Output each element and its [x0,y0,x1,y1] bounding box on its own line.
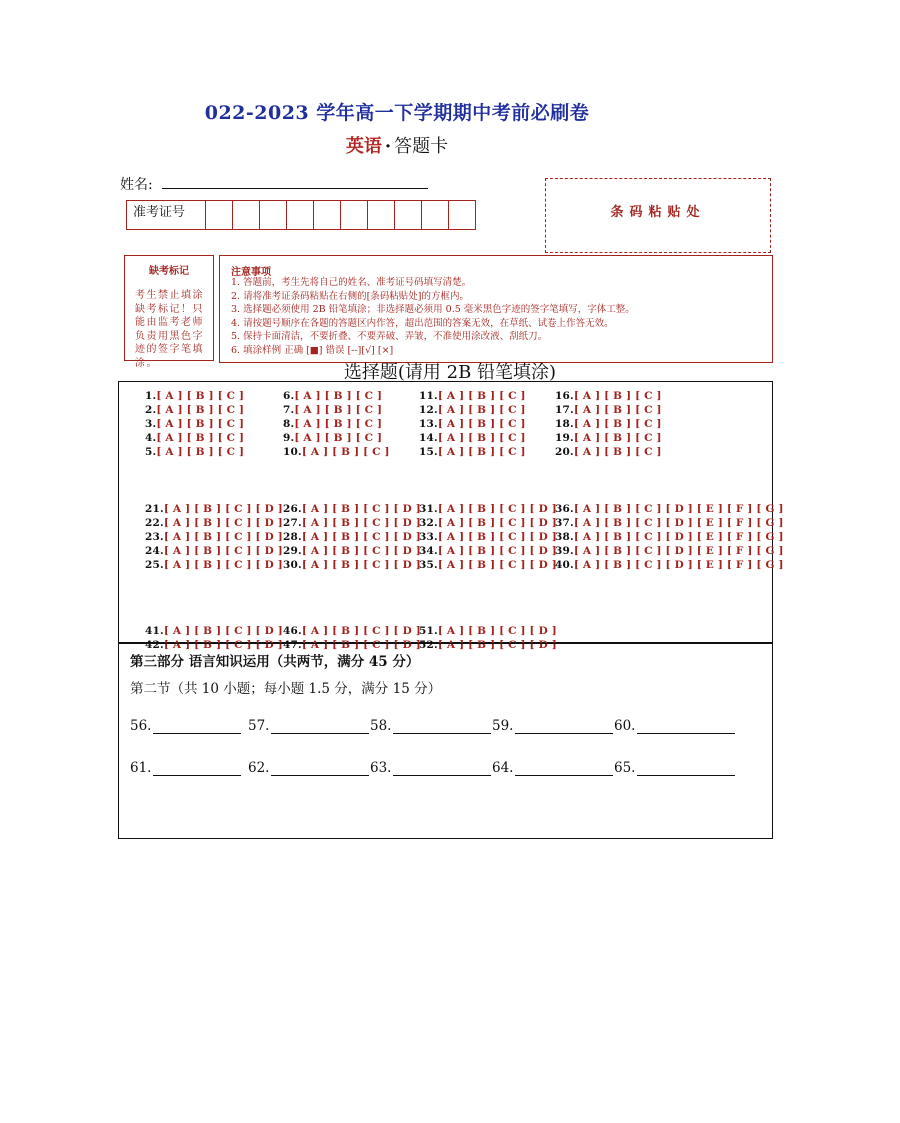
answer-options[interactable]: [ A ] [ B ] [ C ] [156,404,245,416]
answer-options[interactable]: [ A ] [ B ] [ C ] [294,404,383,416]
choice-question[interactable] [145,389,244,403]
exam-id-cell[interactable] [341,201,368,229]
choice-question[interactable] [145,502,283,516]
blank-line[interactable] [515,761,613,776]
question-number: 29. [283,545,302,557]
choice-question[interactable] [555,502,784,516]
question-number: 2. [145,404,157,416]
question-number: 18. [555,418,574,430]
choice-question[interactable] [555,558,784,572]
question-number: 39. [555,545,574,557]
question-number: 5. [145,446,157,458]
card-subtitle [0,132,794,158]
choice-question[interactable] [283,558,421,572]
answer-options[interactable]: [ A ] [ B ] [ C ] [ D ] [301,503,421,515]
question-number: 15. [419,446,438,458]
exam-id-cell[interactable] [206,201,233,229]
answer-blank[interactable] [370,718,491,734]
question-number: 11. [419,390,438,402]
choice-question[interactable] [419,544,557,558]
answer-options[interactable]: [ A ] [ B ] [ C ] [ D ] [437,559,557,571]
choice-question[interactable] [283,530,421,544]
choice-question[interactable] [419,389,526,403]
answer-options[interactable]: [ A ] [ B ] [ C ] [294,432,383,444]
choice-question[interactable] [419,624,557,638]
notice-title: 注意事项 [231,267,271,278]
choice-question[interactable] [145,624,283,638]
question-number: 6. [283,390,295,402]
answer-options[interactable]: [ A ] [ B ] [ C ] [ D ] [437,517,557,529]
choice-question[interactable] [283,516,421,530]
answer-options[interactable]: [ A ] [ B ] [ C ] [ D ] [301,531,421,543]
choice-question[interactable] [419,403,526,417]
answer-options[interactable]: [ A ] [ B ] [ C ] [437,446,526,458]
answer-blank[interactable] [614,718,735,734]
question-number: 9. [283,432,295,444]
question-number: 20. [555,446,574,458]
question-number: 1. [145,390,157,402]
answer-options[interactable]: [ A ] [ B ] [ C ] [573,432,662,444]
answer-options[interactable]: [ A ] [ B ] [ C ] [573,446,662,458]
choice-question[interactable] [283,389,382,403]
question-number: 16. [555,390,574,402]
answer-options[interactable]: [ A ] [ B ] [ C ] [ D ] [ E ] [ F ] [ G ] [573,531,784,543]
answer-options[interactable]: [ A ] [ B ] [ C ] [ D ] [163,639,283,651]
blank-number: 65. [614,760,636,776]
part3-subtitle: 第二节（共 10 小题；每小题 1.5 分，满分 15 分） [130,681,442,697]
choice-question[interactable] [145,516,283,530]
question-number: 19. [555,432,574,444]
answer-options[interactable]: [ A ] [ B ] [ C ] [ D ] [437,639,557,651]
answer-options[interactable]: [ A ] [ B ] [ C ] [ D ] [ E ] [ F ] [ G ] [573,517,784,529]
choice-question[interactable] [419,417,526,431]
question-number: 46. [283,625,302,637]
question-number: 37. [555,517,574,529]
exam-id-cell[interactable] [422,201,449,229]
subject-label: 英语 [345,136,382,157]
answer-blank[interactable] [248,718,369,734]
answer-blank[interactable] [130,760,241,776]
question-number: 22. [145,517,164,529]
answer-blank[interactable] [492,760,613,776]
choice-section-box [118,381,784,651]
part3-title: 第三部分 语言知识运用（共两节，满分 45 分） [130,654,420,670]
card-type-label: 答题卡 [394,136,449,157]
choice-question[interactable] [145,558,283,572]
answer-options[interactable]: [ A ] [ B ] [ C ] [ D ] [301,545,421,557]
answer-options[interactable]: [ A ] [ B ] [ C ] [437,390,526,402]
choice-question[interactable] [419,516,557,530]
blank-number: 60. [614,718,636,734]
blank-line[interactable] [393,761,491,776]
question-number: 25. [145,559,164,571]
exam-id-cell[interactable] [260,201,287,229]
exam-id-cell[interactable] [449,201,475,229]
barcode-area [545,178,771,253]
name-label: 姓名: [120,177,153,193]
answer-options[interactable]: [ A ] [ B ] [ C ] [294,418,383,430]
subtitle-separator: · [384,136,392,157]
question-number: 30. [283,559,302,571]
blank-line[interactable] [637,761,735,776]
answer-options[interactable]: [ A ] [ B ] [ C ] [573,418,662,430]
blank-number: 62. [248,760,270,776]
question-number: 40. [555,559,574,571]
barcode-label: 条码粘贴处 [610,205,706,220]
question-number: 52. [419,639,438,651]
answer-options[interactable]: [ A ] [ B ] [ C ] [ D ] [301,517,421,529]
answer-options[interactable]: [ A ] [ B ] [ C ] [ D ] [437,503,557,515]
choice-question[interactable] [555,431,662,445]
answer-options[interactable]: [ A ] [ B ] [ C ] [156,446,245,458]
blank-number: 63. [370,760,392,776]
question-number: 24. [145,545,164,557]
answer-options[interactable]: [ A ] [ B ] [ C ] [ D ] [163,503,283,515]
answer-options[interactable]: [ A ] [ B ] [ C ] [294,390,383,402]
answer-options[interactable]: [ A ] [ B ] [ C ] [ D ] [ E ] [ F ] [ G ] [573,545,784,557]
blank-number: 59. [492,718,514,734]
notice-item: 5. 保持卡面清洁，不要折叠、不要弄破、弄皱，不准使用涂改液、刮纸刀。 [231,331,548,343]
blank-line[interactable] [153,761,241,776]
answer-options[interactable]: [ A ] [ B ] [ C ] [ D ] [301,639,421,651]
choice-section-title: 选择题(请用 2B 铅笔填涂) [343,362,557,383]
question-number: 41. [145,625,164,637]
choice-question[interactable] [145,417,244,431]
answer-options[interactable]: [ A ] [ B ] [ C ] [301,446,390,458]
choice-question[interactable] [283,624,421,638]
choice-question[interactable] [283,403,382,417]
answer-options[interactable]: [ A ] [ B ] [ C ] [ D ] [ E ] [ F ] [ G ] [573,503,784,515]
choice-question[interactable] [419,445,526,459]
blank-line[interactable] [515,719,613,734]
notice-item: 4. 请按题号顺序在各题的答题区内作答，超出范围的答案无效，在草纸、试卷上作答无效。 [231,317,614,329]
blank-line[interactable] [393,719,491,734]
choice-question[interactable] [145,544,283,558]
choice-question[interactable] [555,389,662,403]
question-number: 12. [419,404,438,416]
blank-number: 61. [130,760,152,776]
choice-question[interactable] [283,431,382,445]
blank-number: 64. [492,760,514,776]
part3-box [118,643,773,839]
answer-blank[interactable] [370,760,491,776]
blank-line[interactable] [271,719,369,734]
name-field[interactable] [162,188,428,189]
answer-options[interactable]: [ A ] [ B ] [ C ] [437,432,526,444]
question-number: 17. [555,404,574,416]
exam-id-label: 准考证号 [127,201,206,229]
question-number: 32. [419,517,438,529]
blank-number: 57. [248,718,270,734]
answer-options[interactable]: [ A ] [ B ] [ C ] [156,390,245,402]
answer-options[interactable]: [ A ] [ B ] [ C ] [ D ] [ E ] [ F ] [ G ] [573,559,784,571]
answer-options[interactable]: [ A ] [ B ] [ C ] [ D ] [437,531,557,543]
choice-question[interactable] [283,502,421,516]
question-number: 10. [283,446,302,458]
notice-item: 2. 请将准考证条码粘贴在右侧的[条码粘贴处]的方框内。 [231,290,469,302]
choice-question[interactable] [555,530,784,544]
notice-item: 6. 填涂样例 正确 [■] 错误 [--][√] [×] [231,344,394,356]
blank-line[interactable] [271,761,369,776]
choice-question[interactable] [283,544,421,558]
question-number: 36. [555,503,574,515]
answer-options[interactable]: [ A ] [ B ] [ C ] [156,418,245,430]
choice-question[interactable] [283,445,390,459]
notice-item: 3. 选择题必须使用 2B 铅笔填涂；非选择题必须用 0.5 毫米黑色字迹的签字笔填写，字体工整。 [231,304,635,316]
answer-options[interactable]: [ A ] [ B ] [ C ] [ D ] [437,545,557,557]
question-number: 27. [283,517,302,529]
question-number: 31. [419,503,438,515]
answer-options[interactable]: [ A ] [ B ] [ C ] [156,432,245,444]
page-title: 022-2023 学年高一下学期期中考前必刷卷 [204,102,590,124]
choice-question[interactable] [419,502,557,516]
question-number: 47. [283,639,302,651]
answer-options[interactable]: [ A ] [ B ] [ C ] [ D ] [163,517,283,529]
question-number: 23. [145,531,164,543]
exam-id-cell[interactable] [395,201,422,229]
choice-question[interactable] [419,431,526,445]
question-number: 3. [145,418,157,430]
absent-mark-title: 缺考标记 [149,266,189,277]
question-number: 13. [419,418,438,430]
exam-id-cell[interactable] [233,201,260,229]
answer-options[interactable]: [ A ] [ B ] [ C ] [ D ] [163,625,283,637]
choice-question[interactable] [419,530,557,544]
choice-question[interactable] [145,403,244,417]
answer-options[interactable]: [ A ] [ B ] [ C ] [ D ] [437,625,557,637]
blank-line[interactable] [153,719,241,734]
exam-id-cell[interactable] [314,201,341,229]
question-number: 33. [419,531,438,543]
answer-options[interactable]: [ A ] [ B ] [ C ] [573,390,662,402]
question-number: 21. [145,503,164,515]
absent-mark-text: 考生禁止填涂缺考标记！只能由监考老师负责用黑色字迹的签字笔填涂。 [135,290,204,369]
answer-blank[interactable] [130,718,241,734]
question-number: 8. [283,418,295,430]
answer-options[interactable]: [ A ] [ B ] [ C ] [573,404,662,416]
choice-question[interactable] [555,445,662,459]
choice-question[interactable] [145,530,283,544]
choice-question[interactable] [145,431,244,445]
answer-options[interactable]: [ A ] [ B ] [ C ] [ D ] [301,625,421,637]
answer-options[interactable]: [ A ] [ B ] [ C ] [ D ] [163,559,283,571]
question-number: 42. [145,639,164,651]
choice-question[interactable] [283,417,382,431]
choice-question[interactable] [419,558,557,572]
exam-id-cell[interactable] [287,201,314,229]
question-number: 28. [283,531,302,543]
answer-blank[interactable] [492,718,613,734]
question-number: 7. [283,404,295,416]
exam-id-cell[interactable] [368,201,395,229]
choice-question[interactable] [145,445,244,459]
absent-mark-box[interactable] [124,255,214,369]
question-number: 14. [419,432,438,444]
choice-question[interactable] [555,417,662,431]
question-number: 4. [145,432,157,444]
answer-options[interactable]: [ A ] [ B ] [ C ] [ D ] [301,559,421,571]
question-number: 51. [419,625,438,637]
answer-options[interactable]: [ A ] [ B ] [ C ] [ D ] [163,531,283,543]
blank-number: 58. [370,718,392,734]
choice-question[interactable] [555,544,784,558]
blank-number: 56. [130,718,152,734]
question-number: 34. [419,545,438,557]
notice-item: 1. 答题前，考生先将自己的姓名、准考证号码填写清楚。 [231,277,472,288]
answer-options[interactable]: [ A ] [ B ] [ C ] [ D ] [163,545,283,557]
choice-question[interactable] [555,403,662,417]
question-number: 35. [419,559,438,571]
choice-question[interactable] [555,516,784,530]
answer-blank[interactable] [248,760,369,776]
answer-blank[interactable] [614,760,735,776]
answer-options[interactable]: [ A ] [ B ] [ C ] [437,404,526,416]
question-number: 26. [283,503,302,515]
question-number: 38. [555,531,574,543]
answer-options[interactable]: [ A ] [ B ] [ C ] [437,418,526,430]
notice-box [219,255,773,363]
blank-line[interactable] [637,719,735,734]
exam-id-grid [126,200,476,230]
